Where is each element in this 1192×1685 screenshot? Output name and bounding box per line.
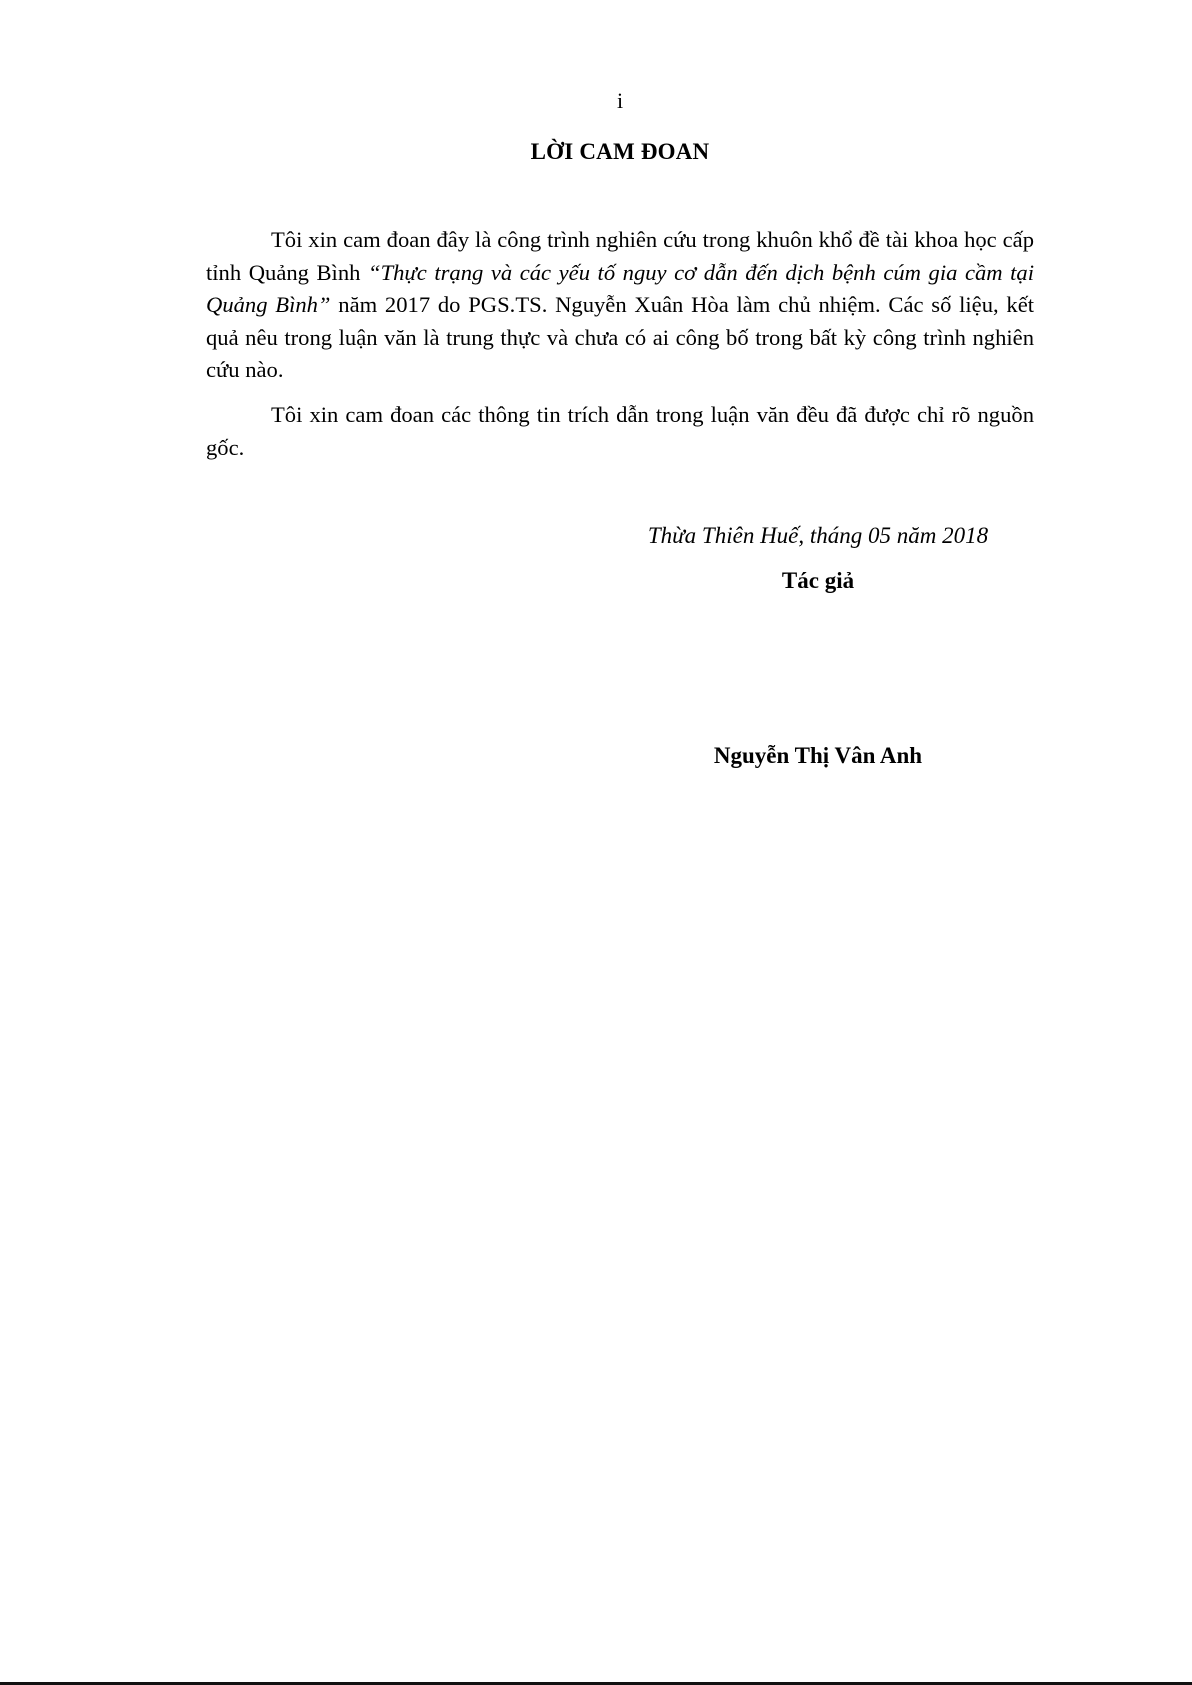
declaration-paragraph-1 (206, 224, 1034, 387)
paragraph-1-text-end: năm 2017 do PGS.TS. Nguyễn Xuân Hòa làm chủ nhiệm. Các số liệu, kết quả nêu trong luận văn là trung thực và chưa có ai công bố trong bất kỳ công trình nghiên cứu nào. (206, 292, 1035, 383)
paragraph-1-text-start: Tôi xin cam đoan đây là công trình nghiên cứu trong khuôn khổ đề tài khoa học cấp tỉnh Quảng Bình (206, 227, 1034, 285)
page-number: i (616, 88, 624, 113)
author-label: Tác giả (781, 568, 855, 593)
author-name: Nguyễn Thị Vân Anh (713, 743, 923, 768)
project-title-italic: “Thực trạng và các yếu tố nguy cơ dẫn đến dịch bệnh cúm gia cầm tại Quảng Bình” (206, 259, 1034, 318)
place-date: Thừa Thiên Huế, tháng 05 năm 2018 (647, 523, 989, 548)
declaration-paragraph-2: Tôi xin cam đoan các thông tin trích dẫn trong luận văn đều đã được chỉ rõ nguồn gốc. (206, 401, 1034, 460)
page-title: LỜI CAM ĐOAN (530, 139, 710, 164)
declaration-body (206, 224, 1034, 464)
